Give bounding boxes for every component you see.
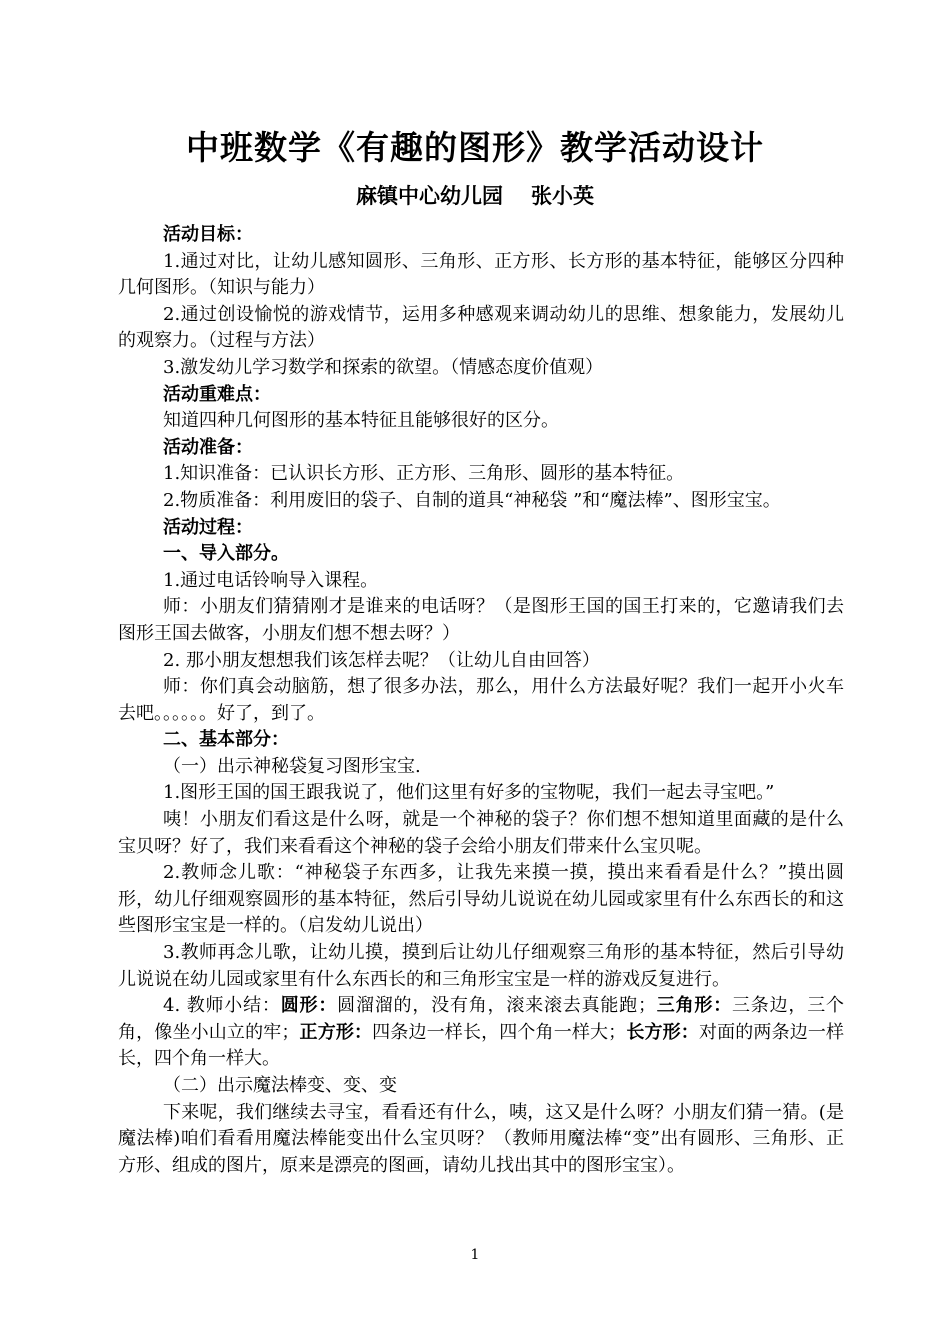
summary-paragraph	[118, 993, 844, 1073]
author-line	[0, 181, 950, 211]
square-label: 正方形：	[299, 1021, 373, 1043]
paragraph: 知道四种几何图形的基本特征且能够很好的区分。	[163, 410, 559, 432]
rect-label: 长方形：	[626, 1021, 699, 1043]
rect-text: 对面的两条边一样长，四个角一样大。	[118, 1021, 845, 1070]
paragraph: 3.激发幼儿学习数学和探索的欲望。（情感态度价值观）	[163, 356, 604, 378]
circle-text: 圆溜溜的，没有角，滚来滚去真能跑；	[337, 995, 656, 1017]
paragraph: 2.通过创设愉悦的游戏情节，运用多种感观来调动幼儿的思维、想象能力，发展幼儿的观察力。（过程与方法）	[118, 303, 844, 352]
document-title: 中班数学《有趣的图形》教学活动设计	[186, 128, 764, 167]
section-heading-basic: 二、基本部分：	[163, 729, 289, 751]
paragraph: 1.知识准备：已认识长方形、正方形、三角形、圆形的基本特征。	[163, 463, 685, 485]
document-body	[118, 222, 844, 1179]
paragraph: 下来呢，我们继续去寻宝，看看还有什么，咦，这又是什么呀？小朋友们猜一猜。(是魔法棒)咱们看看用魔法棒能变出什么宝贝呀？（教师用魔法棒“变”出有圆形、三角形、正方形、组成的图片，原来是漂亮的图画，请幼儿找出其中的图形宝宝）。	[118, 1101, 844, 1176]
section-heading-goals: 活动目标：	[163, 224, 253, 245]
circle-label: 圆形：	[280, 995, 338, 1017]
paragraph: 师：你们真会动脑筋，想了很多办法，那么，用什么方法最好呢？我们一起开小火车去吧。。。。。。好了，到了。	[118, 676, 844, 724]
paragraph: 2.教师念儿歌：“神秘袋子东西多，让我先来摸一摸，摸出来看看是什么？”摸出圆形，幼儿仔细观察圆形的基本特征，然后引导幼儿说说在幼儿园或家里有什么东西长的和这些图形宝宝是一样的。（启发幼儿说出）	[118, 862, 844, 937]
paragraph: 师：小朋友们猜猜刚才是谁来的电话呀？（是图形王国的国王打来的，它邀请我们去图形王国去做客，小朋友们想不想去呀？）	[118, 596, 844, 644]
paragraph: （一）出示神秘袋复习图形宝宝.	[163, 755, 421, 777]
section-heading-process: 活动过程：	[163, 516, 253, 538]
section-heading-prep: 活动准备：	[163, 436, 253, 458]
author-name: 张小英	[531, 184, 594, 208]
section-heading-intro: 一、导入部分。	[163, 543, 289, 565]
square-text: 四条边一样长，四个角一样大；	[372, 1021, 627, 1043]
section-heading-key: 活动重难点：	[163, 383, 271, 405]
triangle-label: 三角形：	[655, 995, 732, 1017]
paragraph: 1.图形王国的国王跟我说了，他们这里有好多的宝物呢，我们一起去寻宝吧。”	[163, 782, 775, 804]
paragraph: 2.物质准备：利用废旧的袋子、自制的道具“神秘袋 ”和“魔法棒”、图形宝宝。	[163, 489, 781, 511]
paragraph: 3.教师再念儿歌，让幼儿摸，摸到后让幼儿仔细观察三角形的基本特征，然后引导幼儿说说在幼儿园或家里有什么东西长的和三角形宝宝是一样的游戏反复进行。	[118, 942, 844, 990]
paragraph: （二）出示魔法棒变、变、变	[163, 1075, 397, 1096]
paragraph: 2. 那小朋友想想我们该怎样去呢？（让幼儿自由回答）	[163, 649, 600, 671]
page-number: 1	[470, 1247, 480, 1263]
paragraph: 1.通过对比，让幼儿感知圆形、三角形、正方形、长方形的基本特征，能够区分四种几何图形。（知识与能力）	[118, 250, 844, 299]
school-name: 麻镇中心幼儿园	[356, 184, 503, 208]
paragraph: 1.通过电话铃响导入课程。	[163, 569, 379, 591]
paragraph: 咦！小朋友们看这是什么呀，就是一个神秘的袋子？你们想不想知道里面藏的是什么宝贝呀？好了，我们来看看这个神秘的袋子会给小朋友们带来什么宝贝呢。	[118, 809, 844, 857]
summary-lead: 4. 教师小结：	[163, 995, 281, 1017]
triangle-text: 三条边，三个角，像坐小山立的牢；	[118, 995, 845, 1043]
